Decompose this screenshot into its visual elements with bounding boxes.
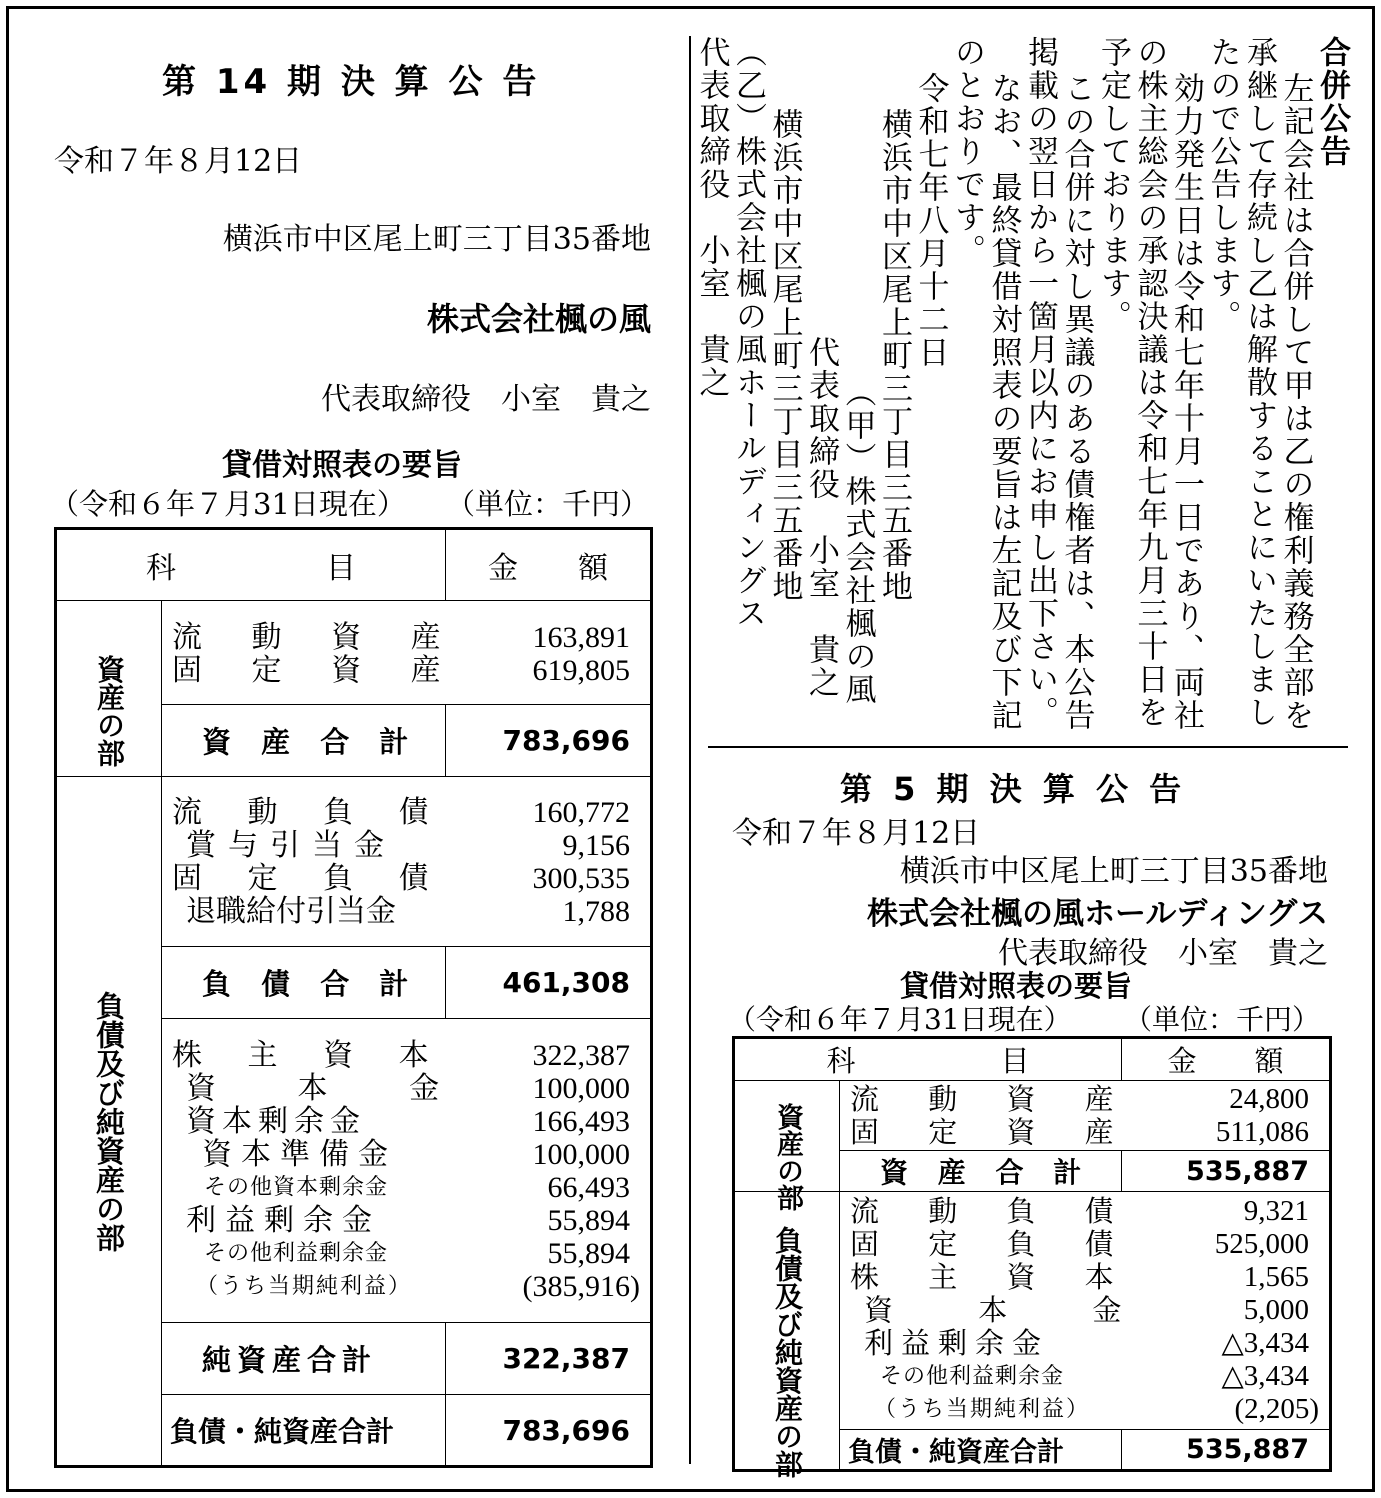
left-equity-row: 資 本 金 100,000 bbox=[186, 1070, 630, 1106]
notice-line: 左記会社は合併して甲は乙の権利義務全部を bbox=[1277, 72, 1314, 732]
notice-line: たので公告します。 bbox=[1204, 36, 1241, 333]
notice-co1-rep: 代表取締役 小室 貴之 bbox=[803, 336, 839, 699]
right-liab-section: 負債及び純資産の部 bbox=[734, 1192, 840, 1471]
left-as-of: （令和６年７月31日現在） bbox=[50, 487, 406, 521]
merger-notice bbox=[693, 36, 1350, 736]
right-address: 横浜市中区尾上町三丁目35番地 bbox=[899, 854, 1328, 889]
right-title: 第 5 期 決 算 公 告 bbox=[840, 770, 1187, 808]
right-header-amount: 金 額 bbox=[1122, 1038, 1331, 1081]
right-company: 株式会社楓の風ホールディングス bbox=[867, 896, 1328, 932]
left-equity-row: 利益剰余金 55,894 bbox=[186, 1202, 630, 1238]
right-representative: 代表取締役 小室 貴之 bbox=[998, 936, 1328, 971]
column-divider bbox=[689, 36, 691, 1464]
right-liab-row: 利益剰余金 △3,434 bbox=[864, 1326, 1310, 1360]
left-liab-total-label: 負 債 合 計 bbox=[162, 947, 446, 1019]
right-grand-total-value: 535,887 bbox=[1122, 1430, 1331, 1471]
left-unit: （単位：千円） bbox=[446, 487, 650, 521]
left-equity-row: その他資本剰余金 66,493 bbox=[204, 1170, 630, 1204]
left-address: 横浜市中区尾上町三丁目35番地 bbox=[222, 222, 651, 257]
left-balance-sheet bbox=[54, 527, 653, 1468]
left-equity-total-value: 322,387 bbox=[446, 1323, 652, 1395]
right-asset-row: 流 動 資 産 24,800 bbox=[850, 1081, 1310, 1116]
notice-co1-address: 横浜市中区尾上町三丁目三五番地 bbox=[876, 108, 912, 603]
right-unit: （単位：千円） bbox=[1124, 1003, 1321, 1036]
notice-line: のとおりです。 bbox=[949, 36, 985, 267]
notice-line: 掲載の翌日から一箇月以内にお申し出下さい。 bbox=[1022, 36, 1058, 729]
section-divider bbox=[708, 746, 1348, 748]
left-liab-row: 賞与引当金 9,156 bbox=[186, 827, 630, 863]
notice-co2-address: 横浜市中区尾上町三丁目三五番地 bbox=[766, 108, 803, 603]
left-equity-row: その他利益剰余金 55,894 bbox=[204, 1236, 630, 1270]
left-equity-row: 資本剰余金 166,493 bbox=[186, 1103, 630, 1139]
notice-line: なお、最終貸借対照表の要旨は左記及び下記 bbox=[985, 72, 1022, 732]
left-liab-total-value: 461,308 bbox=[446, 947, 652, 1019]
left-date: 令和７年８月12日 bbox=[54, 144, 303, 179]
notice-line: 効力発生日は令和七年十月一日であり、両社 bbox=[1168, 72, 1204, 732]
left-company: 株式会社楓の風 bbox=[426, 300, 651, 338]
right-grand-total-label: 負債・純資産合計 bbox=[840, 1430, 1122, 1471]
right-assets-total-value: 535,887 bbox=[1122, 1151, 1331, 1192]
left-liab-row: 流 動 負 債 160,772 bbox=[172, 794, 630, 830]
left-header-amount: 金 額 bbox=[446, 529, 652, 601]
left-equity-row: （うち当期純利益） (385,916) bbox=[196, 1269, 640, 1303]
left-grand-total-label: 負債・純資産合計 bbox=[162, 1395, 446, 1467]
right-liab-row: 固 定 負 債 525,000 bbox=[850, 1227, 1310, 1261]
left-title: 第 14 期 決 算 公 告 bbox=[162, 62, 541, 102]
right-liab-row: （うち当期純利益） (2,205) bbox=[874, 1393, 1320, 1425]
notice-line: 承継して存続し乙は解散することにいたしまし bbox=[1241, 36, 1277, 729]
left-equity-total-label: 純資産合計 bbox=[162, 1323, 446, 1395]
right-header-item: 科 目 bbox=[734, 1038, 1122, 1081]
right-balance-sheet bbox=[732, 1036, 1332, 1478]
right-asset-row: 固 定 資 産 511,086 bbox=[850, 1114, 1310, 1149]
left-liab-section: 負債及び純資産の部 bbox=[56, 777, 162, 1467]
left-assets-total-value: 783,696 bbox=[446, 705, 652, 777]
right-as-of: （令和６年７月31日現在） bbox=[728, 1003, 1072, 1036]
right-bs-title: 貸借対照表の要旨 bbox=[900, 969, 1133, 1003]
notice-line: の株主総会の承認決議は令和七年九月三十日を bbox=[1131, 36, 1168, 729]
left-liab-row: 固 定 負 債 300,535 bbox=[172, 860, 630, 896]
notice-co1-name: （甲）株式会社楓の風 bbox=[839, 376, 876, 706]
notice-co2-rep: 代表取締役 小室 貴之 bbox=[693, 36, 730, 399]
notice-line: 予定しております。 bbox=[1095, 36, 1131, 333]
right-liab-row: 流 動 負 債 9,321 bbox=[850, 1194, 1310, 1228]
notice-co2-name: （乙）株式会社楓の風ホールディングス bbox=[730, 36, 766, 630]
left-representative: 代表取締役 小室 貴之 bbox=[321, 382, 651, 417]
left-assets-total-label: 資 産 合 計 bbox=[162, 705, 446, 777]
notice-date: 令和七年八月十二日 bbox=[912, 72, 949, 369]
right-liab-row: 株 主 資 本 1,565 bbox=[850, 1260, 1310, 1294]
left-equity-row: 資本準備金 100,000 bbox=[202, 1136, 630, 1172]
left-asset-row: 固 定 資 産 619,805 bbox=[172, 652, 630, 688]
left-liab-row: 退職給付引当金 1,788 bbox=[186, 893, 630, 929]
left-assets-section: 資産の部 bbox=[56, 601, 162, 777]
right-date: 令和７年８月12日 bbox=[732, 816, 981, 851]
left-header-item: 科 目 bbox=[56, 529, 446, 601]
notice-line: この合併に対し異議のある債権者は、本公告 bbox=[1058, 72, 1095, 732]
left-asset-row: 流 動 資 産 163,891 bbox=[172, 619, 630, 655]
right-assets-section: 資産の部 bbox=[734, 1081, 840, 1192]
right-liab-row: 資 本 金 5,000 bbox=[864, 1293, 1310, 1327]
notice-title: 合併公告 bbox=[1314, 36, 1350, 168]
left-grand-total-value: 783,696 bbox=[446, 1395, 652, 1467]
left-bs-title: 貸借対照表の要旨 bbox=[222, 448, 462, 483]
right-liab-row: その他利益剰余金 △3,434 bbox=[880, 1360, 1310, 1392]
left-equity-row: 株 主 資 本 322,387 bbox=[172, 1037, 630, 1073]
right-assets-total-label: 資 産 合 計 bbox=[840, 1151, 1122, 1192]
